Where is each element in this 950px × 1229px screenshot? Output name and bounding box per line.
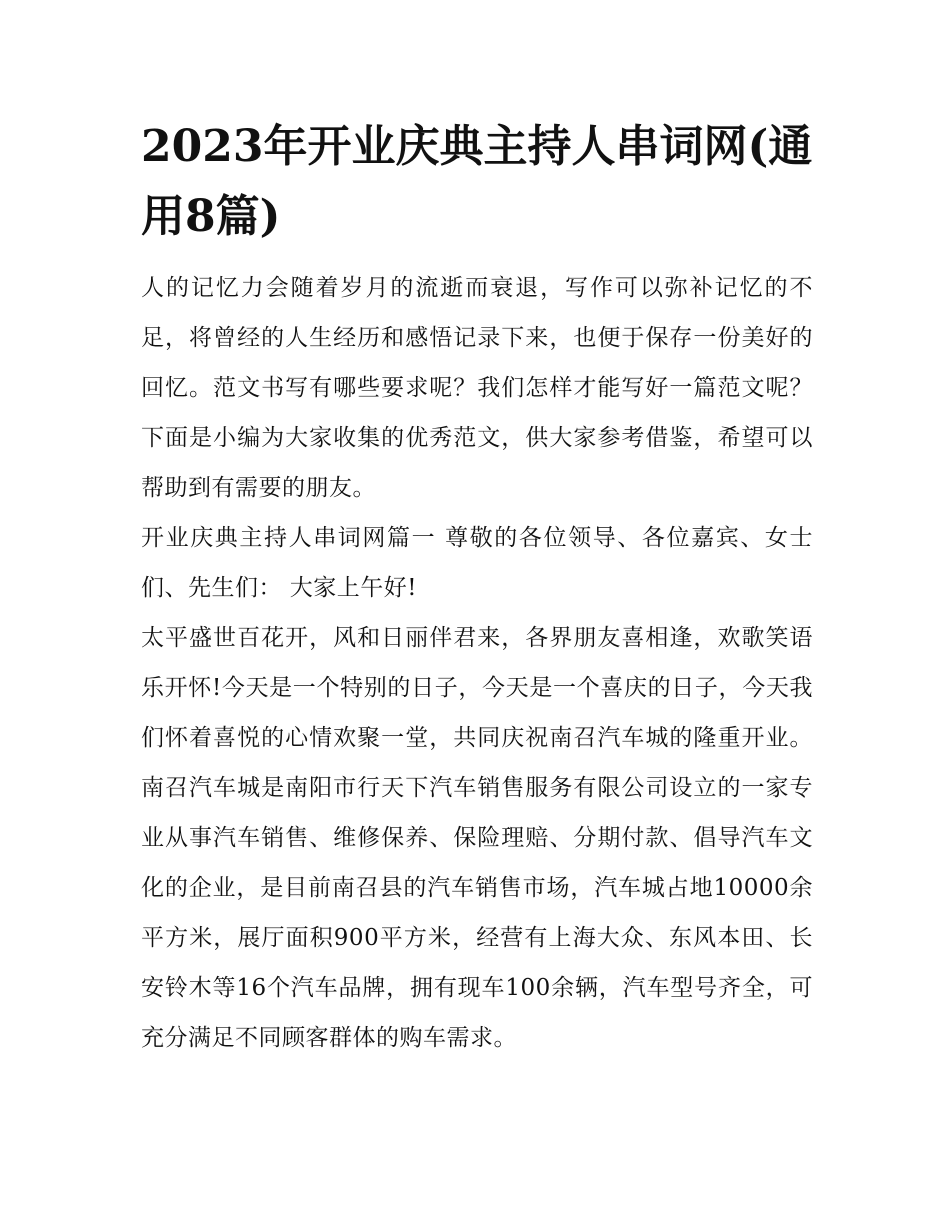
document-page — [141, 112, 813, 1063]
document-title: 2023年开业庆典主持人串词网(通用8篇) — [141, 121, 813, 242]
section-heading-paragraph: 开业庆典主持人串词网篇一 尊敬的各位领导、各位嘉宾、女士们、先生们： 大家上午好! — [141, 525, 813, 601]
body-paragraph: 太平盛世百花开，风和日丽伴君来，各界朋友喜相逢，欢歌笑语乐开怀!今天是一个特别的日子，今天是一个喜庆的日子，今天我们怀着喜悦的心情欢聚一堂，共同庆祝南召汽车城的隆重开业。南召汽车城是南阳市行天下汽车销售服务有限公司设立的一家专业从事汽车销售、维修保养、保险理赔、分期付款、倡导汽车文化的企业，是目前南召县的汽车销售市场，汽车城占地10000余平方米，展厅面积900平方米，经营有上海大众、东风本田、长安铃木等16个汽车品牌，拥有现车100余辆，汽车型号齐全，可充分满足不同顾客群体的购车需求。 — [141, 625, 813, 1051]
intro-paragraph: 人的记忆力会随着岁月的流逝而衰退，写作可以弥补记忆的不足，将曾经的人生经历和感悟记录下来，也便于保存一份美好的回忆。范文书写有哪些要求呢？我们怎样才能写好一篇范文呢？下面是小编为大家收集的优秀范文，供大家参考借鉴，希望可以帮助到有需要的朋友。 — [141, 275, 813, 501]
